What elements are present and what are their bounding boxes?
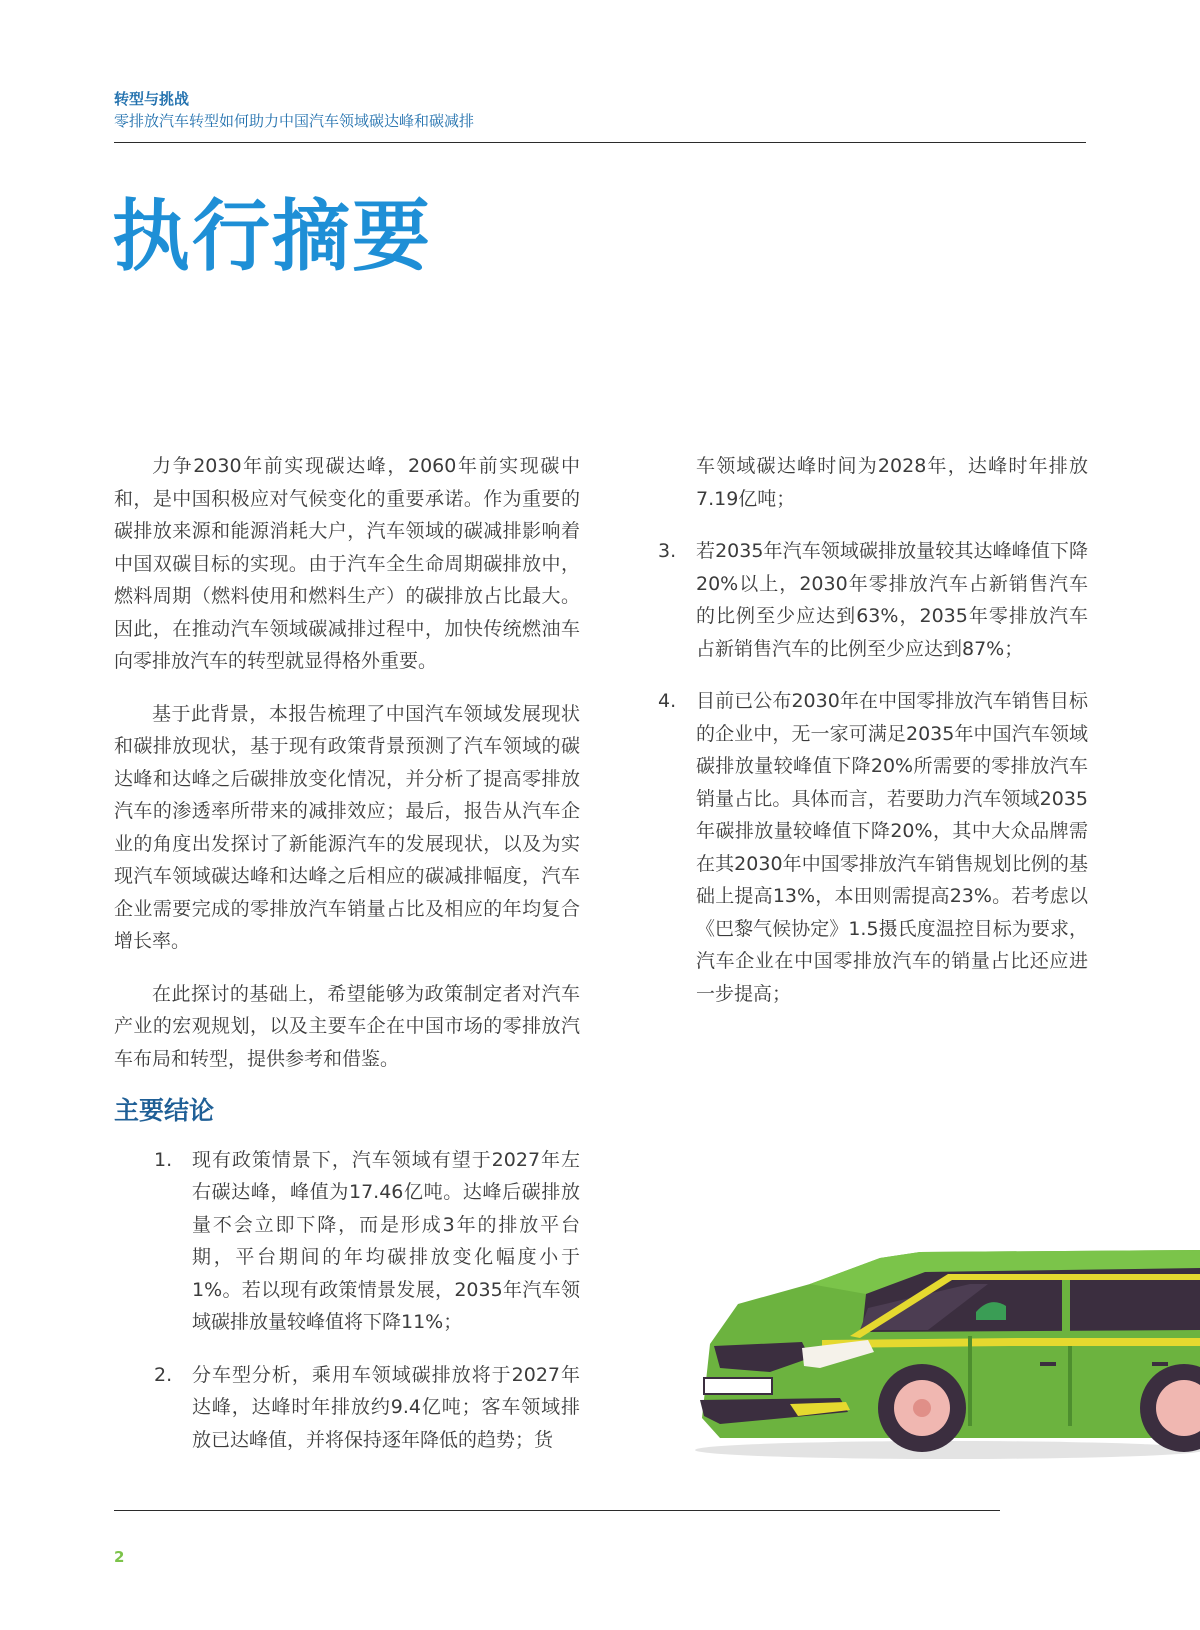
finding-number: 2. (154, 1363, 173, 1386)
finding-item (114, 1144, 580, 1339)
finding-text: 若2035年汽车领域碳排放量较其达峰峰值下降20%以上，2030年零排放汽车占新销售汽车的比例至少应达到63%，2035年零排放汽车占新销售汽车的比例至少应达到87%； (696, 540, 1088, 660)
finding-continued-text: 车领域碳达峰时间为2028年，达峰时年排放7.19亿吨； (696, 455, 1088, 510)
header-kicker: 转型与挑战 (114, 90, 190, 108)
finding-item (658, 535, 1088, 665)
finding-item (114, 1359, 580, 1457)
door-handle-rear (1152, 1362, 1168, 1366)
left-column (114, 450, 580, 1476)
footer-divider (114, 1510, 1000, 1511)
finding-text: 分车型分析，乘用车领域碳排放将于2027年达峰，达峰时年排放约9.4亿吨；客车领域排放已达峰值，并将保持逐年降低的趋势；货 (192, 1363, 580, 1451)
license-plate (704, 1378, 772, 1394)
intro-paragraph: 力争2030年前实现碳达峰，2060年前实现碳中和，是中国积极应对气候变化的重要承诺。作为重要的碳排放来源和能源消耗大户，汽车领域的碳减排影响着中国双碳目标的实现。由于汽车全生命周期碳排放中，燃料周期（燃料使用和燃料生产）的碳排放占比最大。因此，在推动汽车领域碳减排过程中，加快传统燃油车向零排放汽车的转型就显得格外重要。 (114, 455, 580, 672)
finding-text: 目前已公布2030年在中国零排放汽车销售目标的企业中，无一家可满足2035年中国汽车领域碳排放量较峰值下降20%所需要的零排放汽车销量占比。具体而言，若要助力汽车领域2035年碳排放量较峰值下降20%，其中大众品牌需在其2030年中国零排放汽车销售规划比例的基础上提高13%，本田则需提高23%。若考虑以《巴黎气候协定》1.5摄氏度温控目标为要求，汽车企业在中国零排放汽车的销量占比还应进一步提高； (696, 690, 1088, 1005)
intro-paragraph: 在此探讨的基础上，希望能够为政策制定者对汽车产业的宏观规划，以及主要车企在中国市场的零排放汽车布局和转型，提供参考和借鉴。 (114, 982, 580, 1070)
header-subtitle: 零排放汽车转型如何助力中国汽车领域碳达峰和碳减排 (114, 112, 475, 130)
green-car-illustration (690, 1248, 1200, 1468)
finding-number: 4. (658, 690, 677, 712)
finding-item (658, 685, 1088, 1010)
intro-paragraph: 基于此背景，本报告梳理了中国汽车领域发展现状和碳排放现状，基于现有政策背景预测了汽车领域的碳达峰和达峰之后碳排放变化情况，并分析了提高零排放汽车的渗透率所带来的减排效应；最后，报告从汽车企业的角度出发探讨了新能源汽车的发展现状，以及为实现汽车领域碳达峰和达峰之后相应的碳减排幅度，汽车企业需要完成的零排放汽车销量占比及相应的年均复合增长率。 (114, 702, 580, 952)
finding-number: 3. (658, 540, 677, 562)
right-column (658, 450, 1088, 1030)
findings-heading: 主要结论 (114, 1096, 215, 1125)
front-hub (913, 1399, 931, 1417)
header-divider (114, 142, 1086, 143)
finding-number: 1. (154, 1148, 173, 1171)
window-pillar (1062, 1274, 1070, 1334)
door-line-front (968, 1336, 972, 1426)
door-handle (1040, 1362, 1056, 1366)
page-title: 执行摘要 (112, 192, 433, 282)
page-number: 2 (114, 1548, 125, 1566)
door-line (1068, 1346, 1072, 1426)
finding-text: 现有政策情景下，汽车领域有望于2027年左右碳达峰，峰值为17.46亿吨。达峰后碳排放量不会立即下降，而是形成3年的排放平台期，平台期间的年均碳排放变化幅度小于1%。若以现有政策情景发展，2035年汽车领域碳排放量较峰值将下降11%； (192, 1148, 580, 1333)
